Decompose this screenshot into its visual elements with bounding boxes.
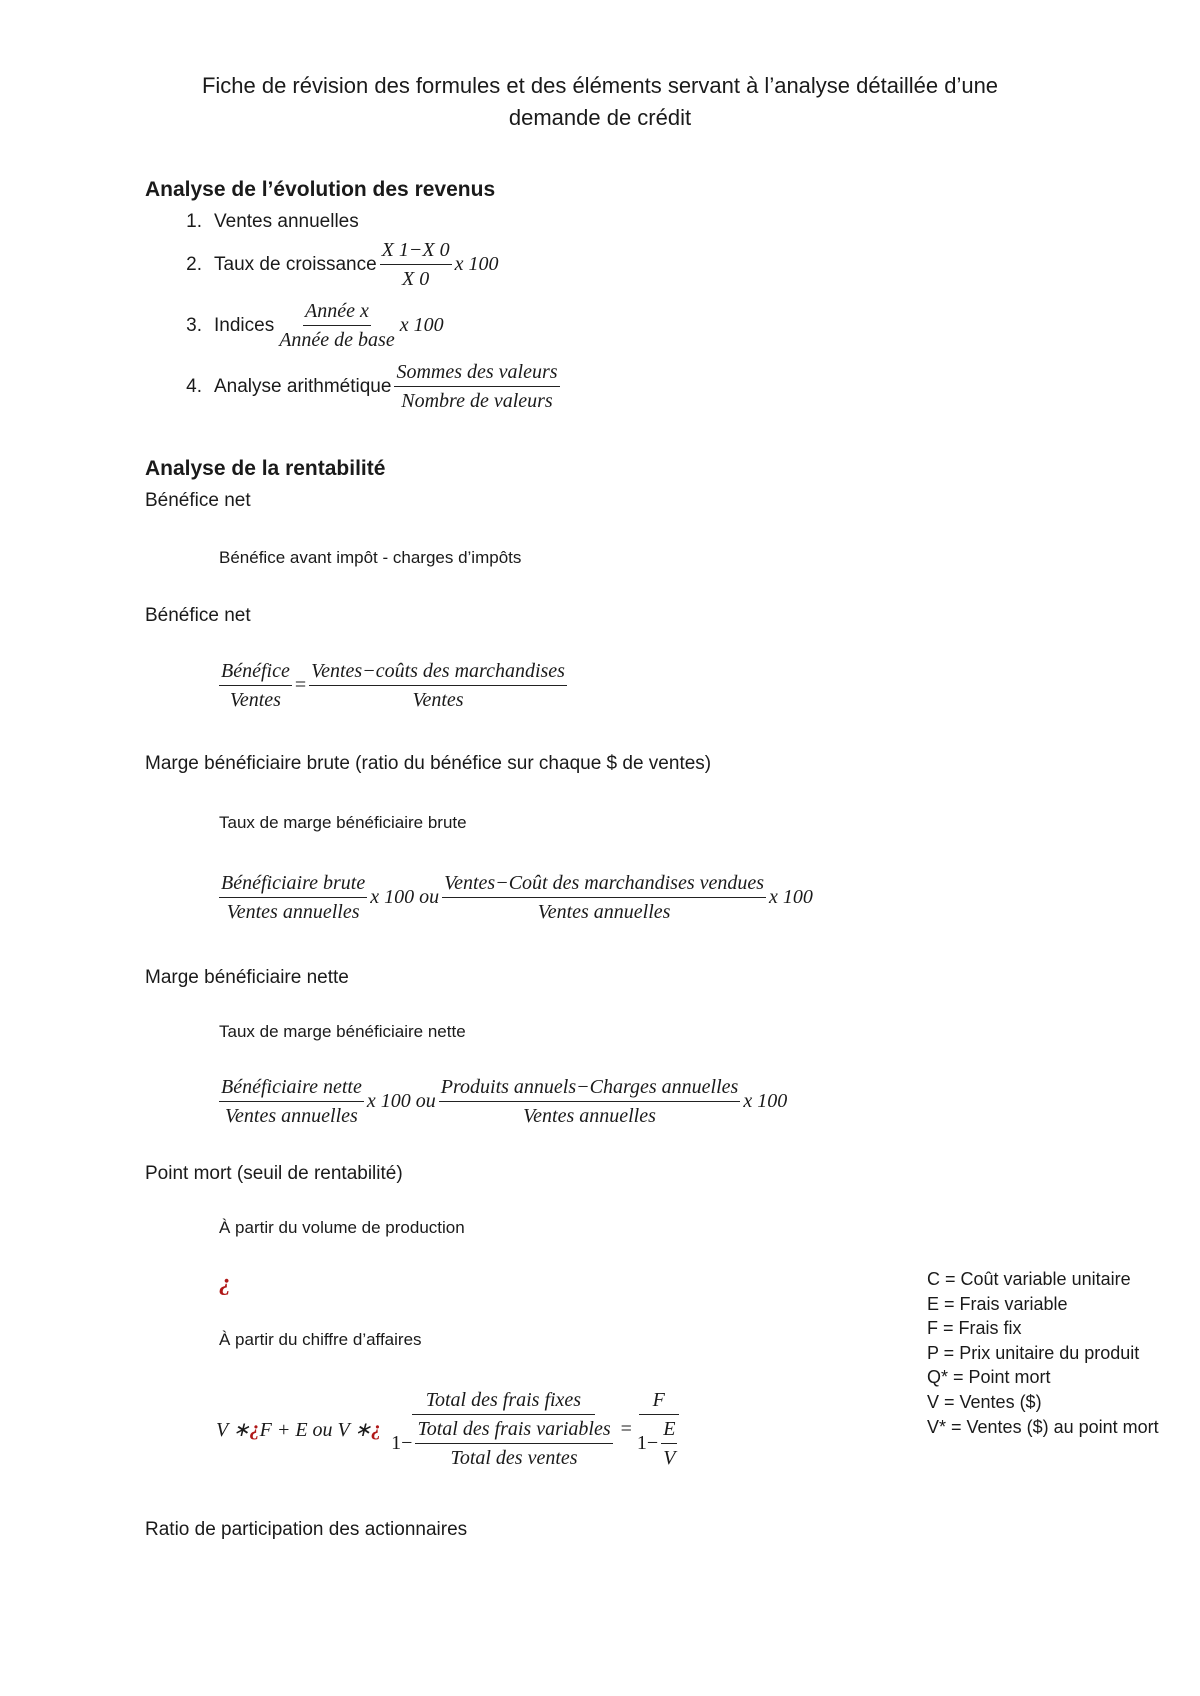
list-item-label: Ventes annuelles [214, 211, 359, 232]
missing-equation-glyph: ¿ [371, 1417, 382, 1440]
legend-item: C = Coût variable unitaire [927, 1269, 1131, 1289]
benefice-fraction [219, 659, 292, 712]
fraction-denominator: Ventes annuelles [225, 1105, 358, 1127]
marge-nette-label: Marge bénéficiaire nette [145, 967, 349, 988]
list-item-number: 4. [186, 375, 202, 397]
fraction-denominator [635, 1415, 683, 1470]
sales-minus-cost-fraction [309, 659, 567, 712]
fraction-numerator: Année x [303, 299, 371, 326]
benefice-net-equation [216, 659, 570, 712]
marge-nette-sublabel: Taux de marge bénéficiaire nette [219, 1022, 466, 1041]
fraction-numerator: Bénéfice [219, 659, 292, 686]
multiplier: x 100 [743, 1090, 788, 1112]
f-over-ratio-fraction [635, 1388, 683, 1470]
list-item-number: 3. [186, 314, 202, 336]
list-item-1 [170, 211, 359, 233]
fraction-denominator: Ventes annuelles [226, 901, 360, 923]
fraction-denominator: Ventes annuelles [537, 901, 671, 923]
section-heading-revenus: Analyse de l’évolution des revenus [145, 178, 496, 201]
e-over-v-fraction [661, 1417, 677, 1470]
legend-item: F = Frais fix [927, 1318, 1022, 1339]
ratio-participation-label: Ratio de participation des actionnaires [145, 1519, 468, 1540]
variable-legend [927, 1267, 1159, 1439]
sales-minus-cogs-fraction [442, 871, 766, 924]
multiplier: x 100 [769, 886, 813, 908]
one-minus: 1− [636, 1432, 659, 1454]
index-fraction [277, 299, 397, 352]
products-minus-charges-fraction [439, 1075, 741, 1128]
point-mort-label: Point mort (seuil de rentabilité) [145, 1163, 403, 1184]
point-mort-sub-ca: À partir du chiffre d’affaires [219, 1330, 422, 1349]
list-item-label: Analyse arithmétique [214, 375, 392, 397]
list-item-2 [170, 238, 498, 291]
fraction-denominator: Année de base [279, 329, 395, 351]
list-item-label: Indices [214, 314, 275, 336]
fraction-numerator: F [639, 1388, 679, 1415]
multiplier-or: x 100 ou [366, 1090, 436, 1112]
legend-item: Q* = Point mort [927, 1367, 1051, 1388]
multiplier: x 100 [454, 253, 499, 275]
fraction-denominator: X 0 [402, 268, 430, 290]
fixed-costs-over-ratio-fraction [389, 1388, 617, 1470]
marge-brute-sublabel: Taux de marge bénéficiaire brute [219, 813, 467, 832]
benefice-net-label: Bénéfice net [145, 490, 251, 511]
legend-item: P = Prix unitaire du produit [927, 1342, 1140, 1363]
fraction-denominator: Ventes annuelles [523, 1105, 656, 1127]
fraction-denominator: V [663, 1447, 676, 1469]
list-item-3 [170, 299, 444, 352]
point-mort-ca-equation [216, 1388, 685, 1470]
equation-lhs-b: F + E ou V ∗ [259, 1418, 372, 1441]
list-item-number: 1. [186, 211, 202, 232]
legend-item: E = Frais variable [927, 1293, 1068, 1314]
marge-nette-equation [216, 1075, 787, 1128]
variable-over-sales-fraction [415, 1417, 612, 1470]
fraction-denominator: Ventes [412, 689, 464, 711]
fraction-numerator: Produits annuels−Charges annuelles [439, 1075, 741, 1102]
fraction-denominator: Ventes [229, 689, 281, 711]
multiplier-or: x 100 ou [370, 886, 440, 908]
fraction-numerator: Ventes−coûts des marchandises [309, 659, 567, 686]
fraction-numerator: Total des frais variables [415, 1417, 612, 1444]
point-mort-sub-volume: À partir du volume de production [219, 1218, 465, 1237]
title-line-2: demande de crédit [508, 105, 692, 130]
benefice-net-formula: Bénéfice avant impôt - charges d’impôts [219, 548, 522, 567]
legend-item: V = Ventes ($) [927, 1391, 1042, 1412]
one-minus: 1− [391, 1432, 413, 1454]
list-item-label: Taux de croissance [214, 253, 377, 275]
multiplier: x 100 [399, 314, 444, 336]
document-title [100, 70, 1100, 134]
fraction-numerator: Bénéficiaire nette [219, 1075, 364, 1102]
section-heading-rentabilite: Analyse de la rentabilité [145, 457, 386, 480]
average-fraction [394, 360, 559, 413]
benefice-net-label-2: Bénéfice net [145, 605, 251, 626]
missing-equation-glyph: ¿ [249, 1417, 260, 1440]
equation-lhs-a: V ∗ [216, 1418, 250, 1441]
list-item-4 [170, 360, 563, 413]
fraction-numerator: Bénéficiaire brute [219, 871, 367, 898]
missing-equation-glyph: ¿ [219, 1270, 231, 1296]
fraction-numerator: Total des frais fixes [412, 1388, 595, 1415]
fraction-denominator: Total des ventes [450, 1447, 578, 1469]
fraction-denominator [389, 1415, 617, 1470]
gross-margin-fraction [219, 871, 367, 924]
fraction-numerator: X 1−X 0 [380, 238, 452, 265]
fraction-denominator: Nombre de valeurs [401, 390, 553, 412]
marge-brute-equation [216, 871, 813, 924]
legend-item: V* = Ventes ($) au point mort [927, 1416, 1159, 1437]
fraction-numerator: Sommes des valeurs [394, 360, 559, 387]
list-item-number: 2. [186, 253, 202, 275]
marge-brute-label: Marge bénéficiaire brute (ratio du bénéfice sur chaque $ de ventes) [145, 753, 712, 774]
equals-sign: = [620, 1417, 632, 1440]
fraction-numerator: Ventes−Coût des marchandises vendues [442, 871, 766, 898]
equals-sign: = [294, 674, 307, 696]
title-line-1: Fiche de révision des formules et des éléments servant à l’analyse détaillée d’une [201, 73, 999, 98]
growth-rate-fraction [380, 238, 452, 291]
fraction-numerator: E [661, 1417, 677, 1444]
net-margin-fraction [219, 1075, 364, 1128]
